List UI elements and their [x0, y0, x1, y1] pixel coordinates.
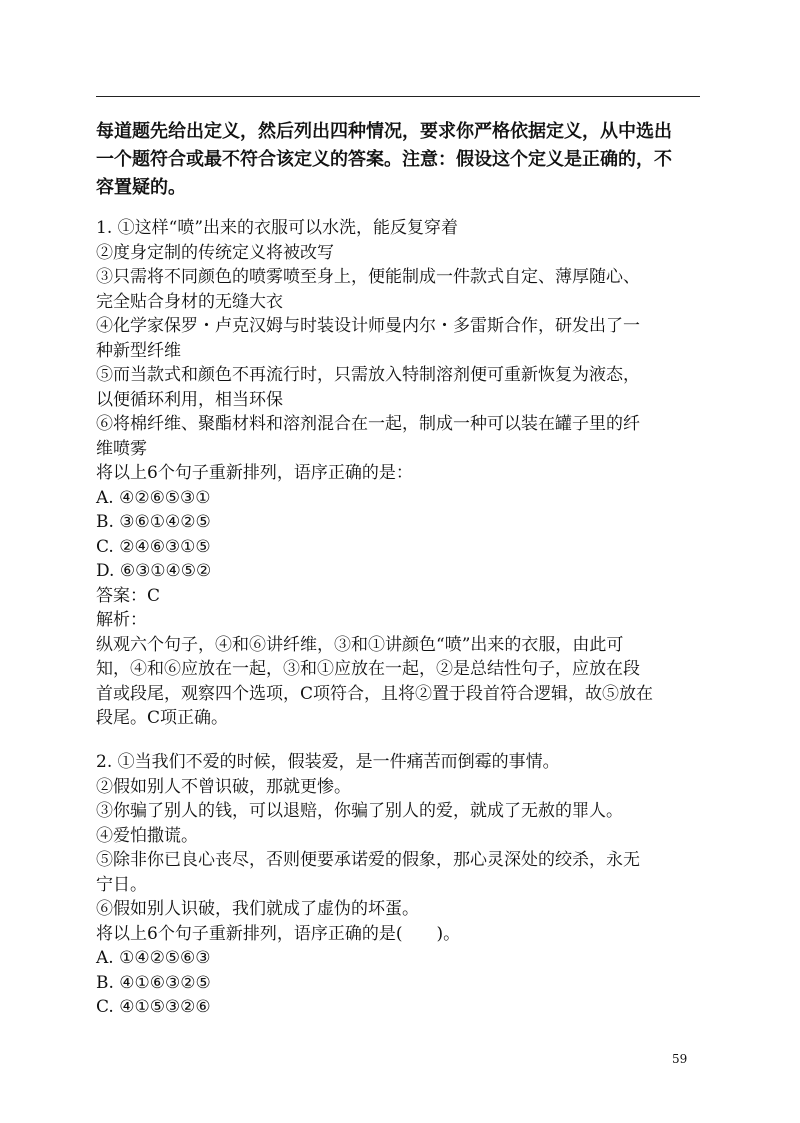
q1-analysis-line: 段尾。C项正确。 [96, 708, 229, 728]
q2-line: ③你骗了别人的钱，可以退赔，你骗了别人的爱，就成了无赦的罪人。 [96, 801, 623, 821]
q1-option-b: B. ③⑥①④②⑤ [96, 512, 211, 532]
q1-line: 1. ①这样“喷”出来的衣服可以水洗，能反复穿着 [96, 218, 459, 238]
instruction-line: 一个题符合或最不符合该定义的答案。注意：假设这个定义是正确的，不 [96, 149, 672, 170]
q2-line: 2. ①当我们不爱的时候，假装爱，是一件痛苦而倒霉的事情。 [96, 752, 560, 772]
question-2 [96, 750, 702, 1020]
q1-option-c: C. ②④⑥③①⑤ [96, 536, 211, 557]
q1-analysis-label: 解析： [96, 610, 147, 630]
q1-analysis-line: 纵观六个句子，④和⑥讲纤维，③和①讲颜色“喷”出来的衣服，由此可 [96, 634, 624, 655]
q2-line: ④爱怕撒谎。 [96, 825, 198, 846]
instruction-line: 每道题先给出定义，然后列出四种情况，要求你严格依据定义，从中选出 [96, 121, 672, 142]
instruction-line: 容置疑的。 [96, 177, 186, 198]
q1-analysis-line: 知，④和⑥应放在一起，③和①应放在一起，②是总结性句子，应放在段 [96, 659, 640, 679]
q2-option-c: C. ④①⑤③②⑥ [96, 997, 211, 1017]
q1-prompt: 将以上6个句子重新排列，语序正确的是： [96, 463, 413, 483]
q2-line: ⑥假如别人识破，我们就成了虚伪的坏蛋。 [96, 899, 419, 919]
q1-answer: 答案：C [96, 585, 161, 606]
q1-option-a: A. ④②⑥⑤③① [96, 487, 211, 508]
q1-line: ③只需将不同颜色的喷雾喷至身上，便能制成一件款式自定、薄厚随心、 [96, 267, 640, 287]
q2-prompt: 将以上6个句子重新排列，语序正确的是( )。 [96, 923, 461, 944]
q1-line: 以便循环利用，相当环保 [96, 389, 283, 410]
q1-option-d: D. ⑥③①④⑤② [96, 561, 212, 581]
header-rule [96, 96, 700, 97]
q1-line: ⑥将棉纤维、聚酯材料和溶剂混合在一起，制成一种可以装在罐子里的纤 [96, 414, 640, 434]
question-1 [96, 216, 702, 731]
q2-line: ②假如别人不曾识破，那就更惨。 [96, 776, 351, 797]
q1-line: ②度身定制的传统定义将被改写 [96, 242, 334, 263]
q1-line: 维喷雾 [96, 438, 147, 459]
q2-option-a: A. ①④②⑤⑥③ [96, 948, 211, 968]
q1-line: 完全贴合身材的无缝大衣 [96, 291, 283, 312]
q1-analysis-line: 首或段尾，观察四个选项，C项符合，且将②置于段首符合逻辑，故⑤放在 [96, 683, 654, 704]
q2-option-b: B. ④①⑥③②⑤ [96, 972, 211, 993]
q1-line: ④化学家保罗・卢克汉姆与时装设计师曼内尔・多雷斯合作，研发出了一 [96, 316, 640, 336]
q2-line: 宁日。 [96, 874, 147, 895]
instruction-paragraph [96, 118, 702, 202]
page-number: 59 [672, 1052, 688, 1066]
q2-line: ⑤除非你已良心丧尽，否则便要承诺爱的假象，那心灵深处的绞杀，永无 [96, 850, 640, 870]
q1-line: ⑤而当款式和颜色不再流行时，只需放入特制溶剂便可重新恢复为液态， [96, 365, 640, 385]
q1-line: 种新型纤维 [96, 340, 181, 361]
